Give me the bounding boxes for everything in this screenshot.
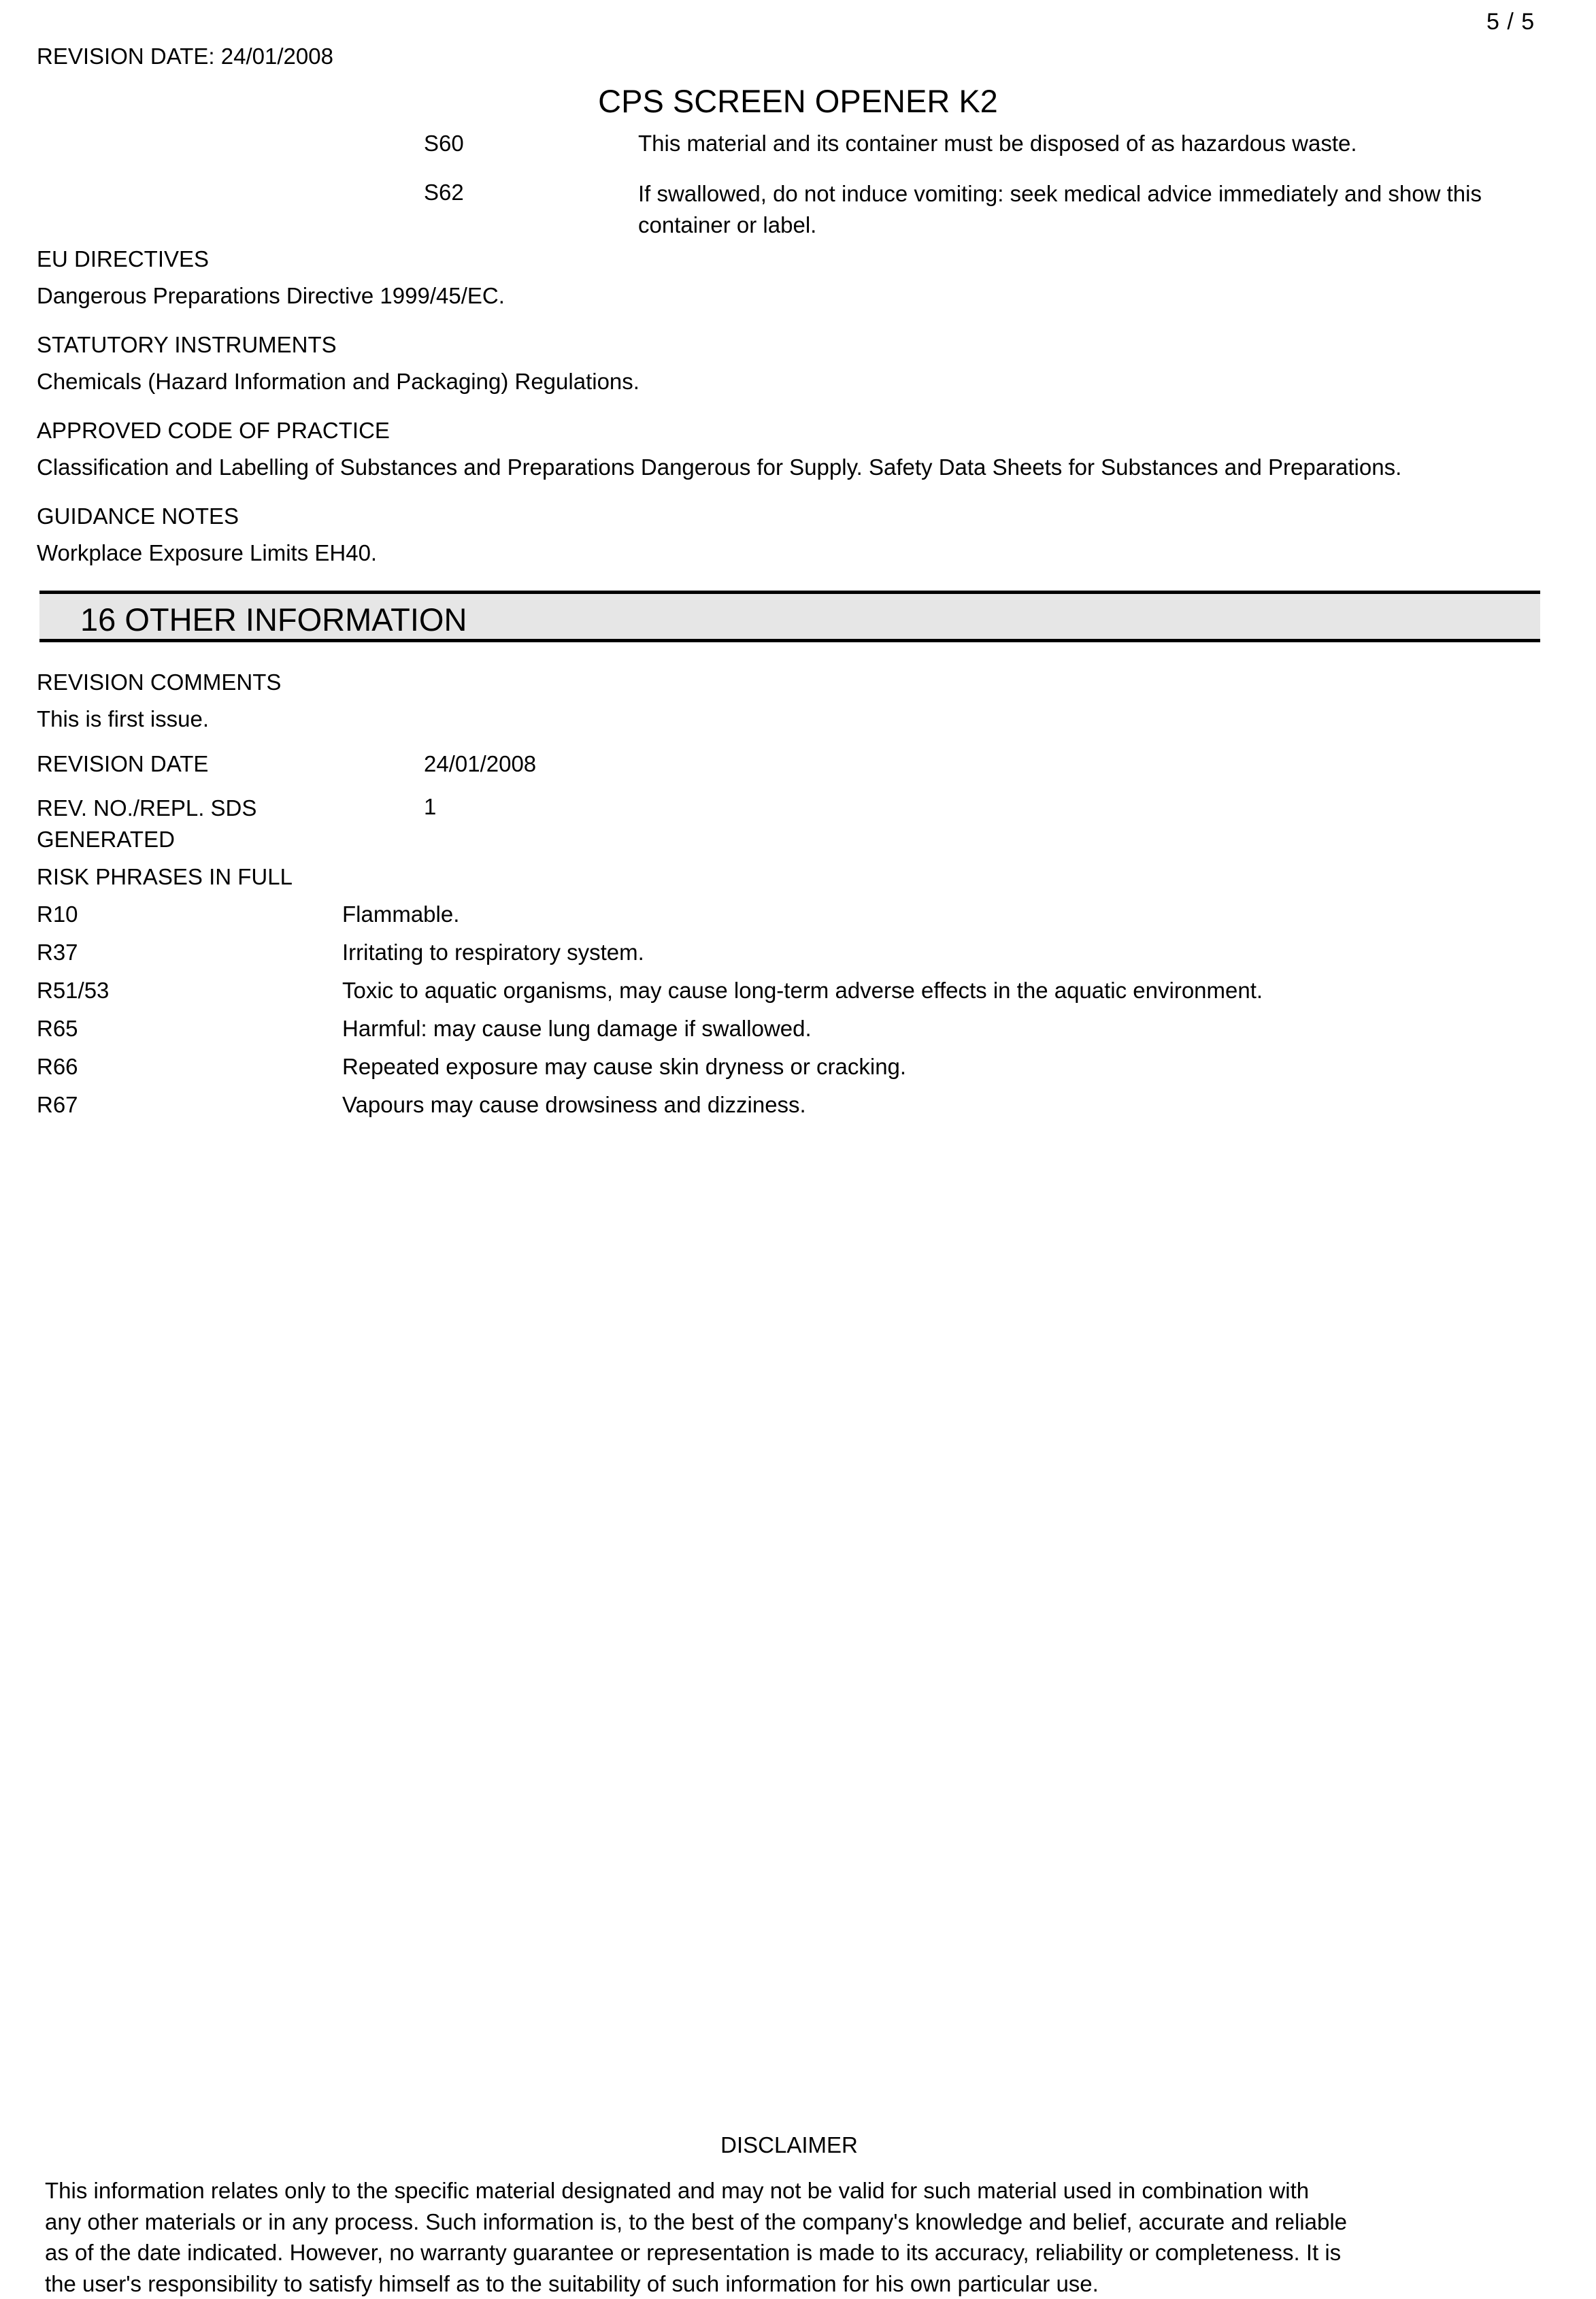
revision-date-label: REVISION DATE xyxy=(37,751,209,776)
approved-code-heading: APPROVED CODE OF PRACTICE xyxy=(37,418,390,443)
risk-phrase-code: R10 xyxy=(37,902,78,927)
document-title: CPS SCREEN OPENER K2 xyxy=(598,83,998,119)
page-number: 5 / 5 xyxy=(1486,9,1535,35)
section-16-title: 16 OTHER INFORMATION xyxy=(80,601,467,638)
statutory-instruments-text: Chemicals (Hazard Information and Packaging) Regulations. xyxy=(37,369,639,394)
guidance-notes-text: Workplace Exposure Limits EH40. xyxy=(37,540,378,565)
risk-phrases-heading: RISK PHRASES IN FULL xyxy=(37,864,293,889)
safety-phrase-text: If swallowed, do not induce vomiting: seek medical advice immediately and show this container or label. xyxy=(638,181,1482,237)
eu-directives-text: Dangerous Preparations Directive 1999/45/EC. xyxy=(37,283,505,308)
risk-phrase-code: R65 xyxy=(37,1016,78,1041)
revision-comments-heading: REVISION COMMENTS xyxy=(37,669,282,695)
guidance-notes-heading: GUIDANCE NOTES xyxy=(37,503,239,529)
safety-phrase-text: This material and its container must be disposed of as hazardous waste. xyxy=(638,131,1357,156)
statutory-instruments-heading: STATUTORY INSTRUMENTS xyxy=(37,332,337,357)
safety-phrase-code: S60 xyxy=(424,131,464,156)
risk-phrase-text: Toxic to aquatic organisms, may cause long-term adverse effects in the aquatic environment. xyxy=(342,978,1263,1003)
section-16-header xyxy=(39,591,1540,642)
risk-phrase-text: Flammable. xyxy=(342,902,460,927)
eu-directives-heading: EU DIRECTIVES xyxy=(37,246,210,271)
disclaimer-title: DISCLAIMER xyxy=(720,2132,858,2157)
disclaimer-text: This information relates only to the specific material designated and may not be valid for such material used in combination with any other materials or in any process. Such information is, to the best of the company's knowledge and belief, accurate and reliable as of the date indicated. However, no warranty guarantee or representation is made to its accuracy, reliability or completeness. It is the user's responsibility to satisfy himself as to the suitability of such information for his own particular use. xyxy=(45,2178,1348,2296)
revision-date-value: 24/01/2008 xyxy=(424,751,537,776)
risk-phrase-code: R51/53 xyxy=(37,978,110,1003)
risk-phrase-text: Harmful: may cause lung damage if swallowed. xyxy=(342,1016,812,1041)
risk-phrase-code: R66 xyxy=(37,1054,78,1079)
risk-phrase-code: R67 xyxy=(37,1092,78,1117)
risk-phrase-text: Irritating to respiratory system. xyxy=(342,940,644,965)
header-revision-date: REVISION DATE: 24/01/2008 xyxy=(37,44,333,69)
risk-phrase-code: R37 xyxy=(37,940,78,965)
approved-code-text: Classification and Labelling of Substances and Preparations Dangerous for Supply. Safety Data Sheets for Substances and Preparations. xyxy=(37,454,1402,480)
risk-phrase-text: Vapours may cause drowsiness and dizziness. xyxy=(342,1092,806,1117)
revision-comments-text: This is first issue. xyxy=(37,706,210,731)
rev-no-value: 1 xyxy=(424,794,437,819)
safety-phrase-code: S62 xyxy=(424,180,464,205)
rev-no-label: REV. NO./REPL. SDS GENERATED xyxy=(37,795,257,852)
risk-phrase-text: Repeated exposure may cause skin dryness or cracking. xyxy=(342,1054,907,1079)
